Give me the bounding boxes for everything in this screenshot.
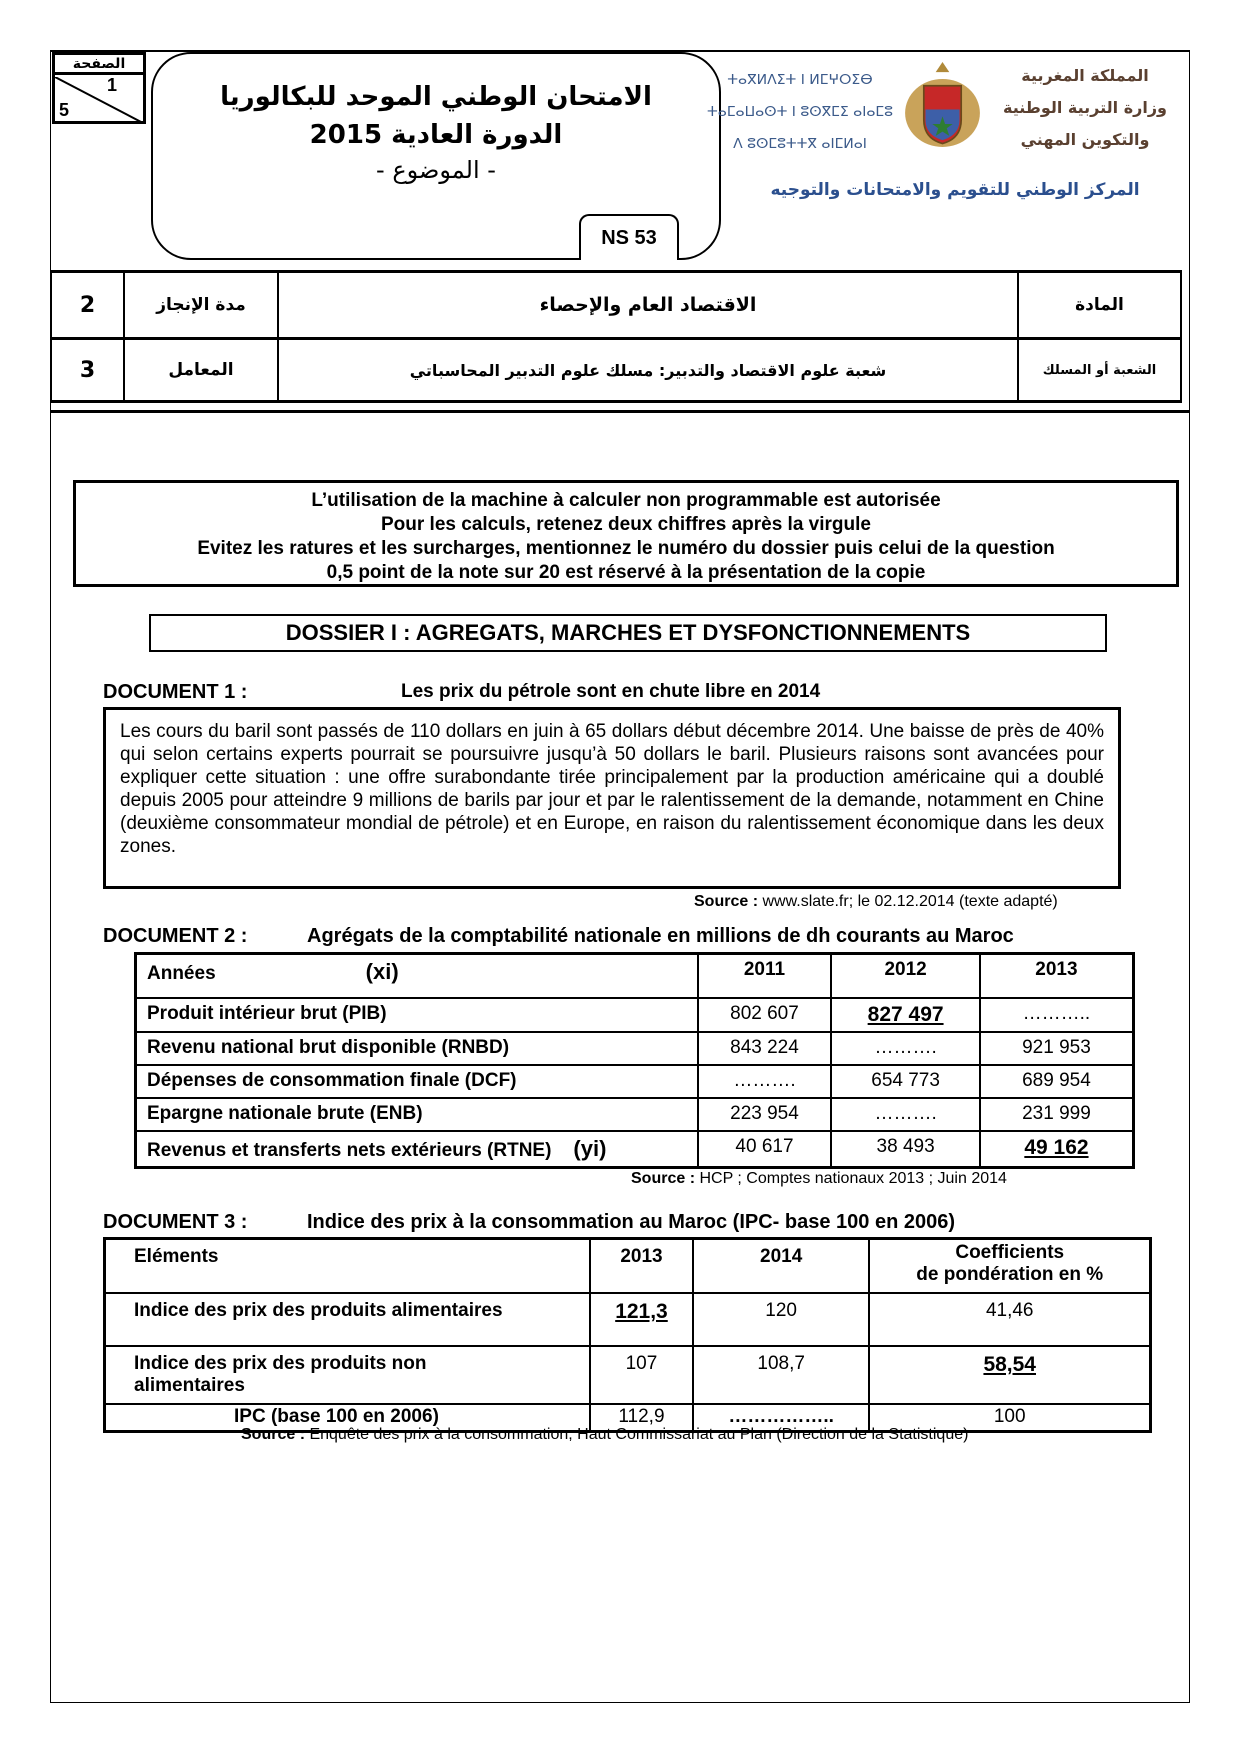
cell: 921 953 <box>980 1032 1134 1065</box>
rtne-label: Revenus et transferts nets extérieurs (RTNE) <box>147 1139 552 1161</box>
cell: 827 497 <box>867 1002 944 1026</box>
page-number-box <box>52 52 146 124</box>
header-cell: 2013 <box>980 954 1134 998</box>
kingdom-line: المملكة المغربية <box>1021 66 1149 85</box>
doc2-label: DOCUMENT 2 : <box>103 925 248 947</box>
doc3-label: DOCUMENT 3 : <box>103 1211 248 1233</box>
source-label: Source : <box>631 1170 696 1187</box>
page-total: 5 <box>59 100 70 120</box>
cell: ………. <box>698 1065 832 1098</box>
source-text: HCP ; Comptes nationaux 2013 ; Juin 2014 <box>695 1170 1007 1187</box>
xi-label: (xi) <box>365 959 399 984</box>
table-row <box>136 1032 1134 1065</box>
row-label: Indice des prix des produits alimentaires <box>105 1293 591 1346</box>
table-row <box>136 1131 1134 1168</box>
row-label: Epargne nationale brute (ENB) <box>136 1098 698 1131</box>
branch-name: شعبة علوم الاقتصاد والتدبير: مسلك علوم التدبير المحاسباتي <box>277 339 1017 401</box>
doc1-title: Les prix du pétrole sont en chute libre en 2014 <box>401 681 821 702</box>
cell: 41,46 <box>869 1293 1150 1346</box>
cell: 112,9 <box>590 1404 693 1431</box>
kingdom-arabic <box>985 60 1185 156</box>
row-label <box>136 1131 698 1168</box>
header-cell: Eléments <box>105 1239 591 1294</box>
coefficient-label: المعامل <box>123 339 277 401</box>
cell: ……….. <box>980 998 1134 1032</box>
page-current: 1 <box>106 75 117 95</box>
exam-session: الدورة العادية 2015 <box>309 120 563 150</box>
cell: 121,3 <box>615 1300 668 1323</box>
instruction-line: Evitez les ratures et les surcharges, mentionnez le numéro du dossier puis celui de la question <box>197 538 1055 559</box>
coef-header-line: Coefficients <box>955 1242 1065 1263</box>
page-label: الصفحة <box>55 55 143 75</box>
source-label: Source : <box>241 1426 306 1443</box>
aggregates-table <box>134 952 1135 1169</box>
cpi-table <box>103 1237 1152 1433</box>
cell: 58,54 <box>983 1353 1036 1376</box>
row-label: Dépenses de consommation finale (DCF) <box>136 1065 698 1098</box>
cell: 120 <box>693 1293 870 1346</box>
instructions-box <box>73 480 1179 587</box>
cell: 843 224 <box>698 1032 832 1065</box>
instruction-line: 0,5 point de la note sur 20 est réservé à la présentation de la copie <box>326 562 926 583</box>
cell: ………. <box>831 1032 980 1065</box>
yi-label: (yi) <box>573 1135 607 1161</box>
years-label: Années <box>147 963 216 984</box>
center-name: المركز الوطني للتقويم والامتحانات والتوجيه <box>770 180 1140 200</box>
cell: 108,7 <box>693 1346 870 1404</box>
exam-code: NS 53 <box>579 214 679 260</box>
doc1-label: DOCUMENT 1 : <box>103 681 248 703</box>
table-header-row <box>105 1239 1151 1294</box>
coat-of-arms-icon <box>900 52 985 162</box>
header-cell: 2011 <box>698 954 832 998</box>
instruction-line: L’utilisation de la machine à calculer non programmable est autorisée <box>311 490 941 511</box>
duration-label: مدة الإنجاز <box>123 273 277 337</box>
row-label: IPC (base 100 en 2006) <box>105 1404 591 1431</box>
kingdom-line: وزارة التربية الوطنية <box>1002 98 1167 117</box>
cell: 223 954 <box>698 1098 832 1131</box>
doc3-title: Indice des prix à la consommation au Maroc (IPC- base 100 en 2006) <box>307 1211 956 1233</box>
tifinagh-line: ⵜⴰⴳⵍⴷⵉⵜ ⵏ ⵍⵎⵖⵔⵉⴱ <box>727 72 873 88</box>
cell: …………….. <box>693 1404 870 1431</box>
row-label: Indice des prix des produits non alimentaires <box>105 1346 591 1404</box>
header-cell: 2012 <box>831 954 980 998</box>
doc1-source <box>694 893 1058 911</box>
kingdom-line: والتكوين المهني <box>1020 130 1150 149</box>
cell: 107 <box>590 1346 693 1404</box>
subject-name: الاقتصاد العام والإحصاء <box>277 273 1017 337</box>
subject-field-label: المادة <box>1017 273 1182 337</box>
header-cell: 2014 <box>693 1239 870 1294</box>
dossier-title: DOSSIER I : AGREGATS, MARCHES ET DYSFONCTIONNEMENTS <box>149 614 1107 652</box>
instruction-line: Pour les calculs, retenez deux chiffres après la virgule <box>381 514 871 535</box>
table-row <box>136 998 1134 1032</box>
coefficient-value: 3 <box>50 339 123 401</box>
cell: 231 999 <box>980 1098 1134 1131</box>
cell: 49 162 <box>1024 1135 1089 1159</box>
exam-title: الامتحان الوطني الموحد للبكالوريا <box>220 82 652 112</box>
header-cell <box>869 1239 1150 1294</box>
doc2-title: Agrégats de la comptabilité nationale en millions de dh courants au Maroc <box>307 925 1014 947</box>
cell: 802 607 <box>698 998 832 1032</box>
source-text: Enquête des prix à la consommation, Haut Commissariat au Plan (Direction de la Statistique) <box>305 1426 969 1443</box>
header-cell <box>136 954 698 998</box>
doc2-source <box>631 1170 1007 1188</box>
kingdom-tifinagh <box>700 64 900 160</box>
table-row <box>105 1346 1151 1404</box>
tifinagh-line: ⵜⴰⵎⴰⵡⴰⵙⵜ ⵏ ⵓⵙⴳⵎⵉ ⴰⵏⴰⵎⵓ <box>707 104 893 120</box>
doc1-text: Les cours du baril sont passés de 110 dollars en juin à 65 dollars début décembre 2014. Une baisse de près de 40% qui selon certains experts pourrait se poursuivre jusqu’à 50 dollars le baril. Plusieurs raisons sont avancées pour expliquer cette situation : une offre surabondante tirée principalement par la production américaine qui a doublé depuis 2005 pour atteindre 9 millions de barils par jour et par le ralentissement de la demande, notamment en Chine (deuxième consommateur mondial de pétrole) et en Europe, en raison du ralentissement économique dans les deux zones. <box>120 721 1104 857</box>
cell: ………. <box>831 1098 980 1131</box>
duration-value: 2 <box>50 273 123 337</box>
table-header-row <box>136 954 1134 998</box>
doc1-text-box <box>103 707 1121 889</box>
table-row <box>105 1293 1151 1346</box>
row-label: Produit intérieur brut (PIB) <box>136 998 698 1032</box>
source-label: Source : <box>694 893 759 910</box>
table-row <box>136 1065 1134 1098</box>
doc3-source <box>241 1426 968 1444</box>
cell: 100 <box>869 1404 1150 1431</box>
source-text: www.slate.fr; le 02.12.2014 (texte adapté) <box>758 893 1058 910</box>
subject-label: - الموضوع - <box>376 156 496 184</box>
cell: 654 773 <box>831 1065 980 1098</box>
tifinagh-line: ⴷ ⵓⵙⵎⵓⵜⵜⴳ ⴰⵏⵎⵍⴰⵏ <box>733 136 867 152</box>
row-label: Revenu national brut disponible (RNBD) <box>136 1032 698 1065</box>
exam-info-table <box>50 270 1182 403</box>
header-cell: 2013 <box>590 1239 693 1294</box>
branch-field-label: الشعبة أو المسلك <box>1017 339 1182 401</box>
cell: 40 617 <box>698 1131 832 1168</box>
cell: 689 954 <box>980 1065 1134 1098</box>
table-row <box>136 1098 1134 1131</box>
header-separator <box>50 410 1190 413</box>
cell: 38 493 <box>831 1131 980 1168</box>
coef-header-line: de pondération en % <box>916 1264 1104 1285</box>
